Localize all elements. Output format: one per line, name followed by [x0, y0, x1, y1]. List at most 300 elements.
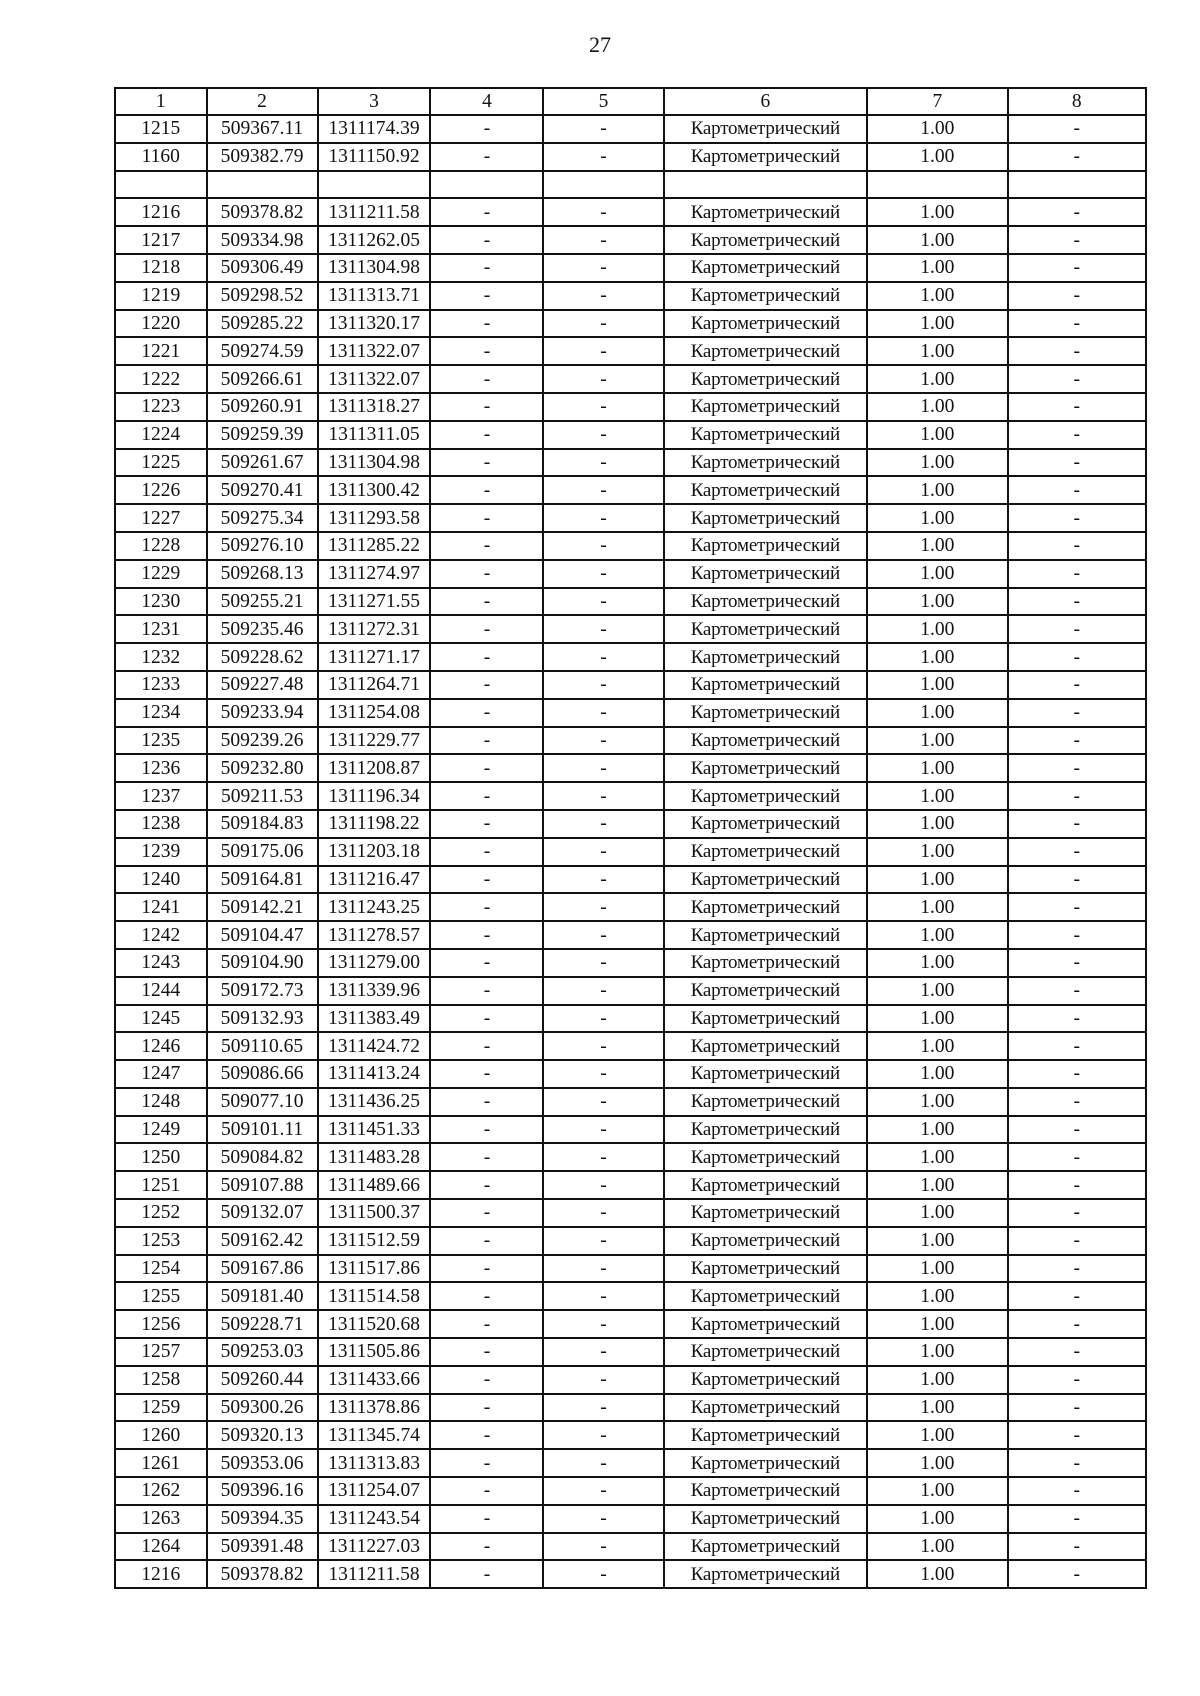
- point-number-cell: 1251: [115, 1171, 207, 1199]
- x-coordinate-cell: 509184.83: [207, 810, 318, 838]
- x-coordinate-cell: 509239.26: [207, 727, 318, 755]
- y-coordinate-cell: 1311345.74: [318, 1421, 431, 1449]
- col5-cell: [543, 171, 663, 199]
- col4-cell: -: [430, 1477, 543, 1505]
- col8-cell: -: [1008, 1227, 1146, 1255]
- col4-cell: -: [430, 198, 543, 226]
- col8-cell: -: [1008, 1199, 1146, 1227]
- x-coordinate-cell: 509353.06: [207, 1449, 318, 1477]
- col4-cell: -: [430, 476, 543, 504]
- x-coordinate-cell: 509255.21: [207, 588, 318, 616]
- col4-cell: -: [430, 1421, 543, 1449]
- col4-cell: -: [430, 1394, 543, 1422]
- table-row: [115, 1560, 1146, 1588]
- column-header: 8: [1008, 88, 1146, 115]
- method-cell: Картометрический: [664, 949, 868, 977]
- col8-cell: -: [1008, 310, 1146, 338]
- col4-cell: [430, 171, 543, 199]
- accuracy-cell: 1.00: [867, 1282, 1007, 1310]
- table-row: [115, 754, 1146, 782]
- method-cell: Картометрический: [664, 1477, 868, 1505]
- col5-cell: -: [543, 1310, 663, 1338]
- col5-cell: -: [543, 671, 663, 699]
- method-cell: Картометрический: [664, 1032, 868, 1060]
- table-row: [115, 727, 1146, 755]
- point-number-cell: 1254: [115, 1255, 207, 1283]
- point-number-cell: 1227: [115, 504, 207, 532]
- method-cell: Картометрический: [664, 782, 868, 810]
- col5-cell: -: [543, 560, 663, 588]
- col4-cell: -: [430, 699, 543, 727]
- method-cell: Картометрический: [664, 449, 868, 477]
- col4-cell: -: [430, 588, 543, 616]
- col5-cell: -: [543, 254, 663, 282]
- table-row: [115, 1366, 1146, 1394]
- accuracy-cell: 1.00: [867, 115, 1007, 143]
- x-coordinate-cell: 509086.66: [207, 1060, 318, 1088]
- col8-cell: -: [1008, 532, 1146, 560]
- x-coordinate-cell: 509320.13: [207, 1421, 318, 1449]
- col8-cell: -: [1008, 866, 1146, 894]
- col8-cell: -: [1008, 198, 1146, 226]
- accuracy-cell: 1.00: [867, 1394, 1007, 1422]
- y-coordinate-cell: 1311198.22: [318, 810, 431, 838]
- y-coordinate-cell: 1311216.47: [318, 866, 431, 894]
- x-coordinate-cell: 509132.93: [207, 1005, 318, 1033]
- x-coordinate-cell: 509378.82: [207, 198, 318, 226]
- y-coordinate-cell: 1311320.17: [318, 310, 431, 338]
- method-cell: Картометрический: [664, 1366, 868, 1394]
- y-coordinate-cell: 1311339.96: [318, 977, 431, 1005]
- y-coordinate-cell: 1311293.58: [318, 504, 431, 532]
- table-row: [115, 365, 1146, 393]
- y-coordinate-cell: 1311254.08: [318, 699, 431, 727]
- col8-cell: -: [1008, 1533, 1146, 1561]
- y-coordinate-cell: 1311514.58: [318, 1282, 431, 1310]
- point-number-cell: 1225: [115, 449, 207, 477]
- col8-cell: -: [1008, 615, 1146, 643]
- y-coordinate-cell: 1311285.22: [318, 532, 431, 560]
- col8-cell: -: [1008, 1477, 1146, 1505]
- method-cell: Картометрический: [664, 754, 868, 782]
- table-row: [115, 1505, 1146, 1533]
- x-coordinate-cell: 509259.39: [207, 421, 318, 449]
- method-cell: Картометрический: [664, 421, 868, 449]
- col5-cell: -: [543, 1505, 663, 1533]
- x-coordinate-cell: 509211.53: [207, 782, 318, 810]
- y-coordinate-cell: 1311520.68: [318, 1310, 431, 1338]
- table-row: [115, 1255, 1146, 1283]
- point-number-cell: 1250: [115, 1143, 207, 1171]
- method-cell: Картометрический: [664, 588, 868, 616]
- column-header: 1: [115, 88, 207, 115]
- table-row: [115, 1060, 1146, 1088]
- method-cell: [664, 171, 868, 199]
- x-coordinate-cell: 509268.13: [207, 560, 318, 588]
- accuracy-cell: 1.00: [867, 671, 1007, 699]
- point-number-cell: 1262: [115, 1477, 207, 1505]
- accuracy-cell: 1.00: [867, 1005, 1007, 1033]
- point-number-cell: 1219: [115, 282, 207, 310]
- method-cell: Картометрический: [664, 699, 868, 727]
- col8-cell: -: [1008, 1421, 1146, 1449]
- method-cell: Картометрический: [664, 866, 868, 894]
- col5-cell: -: [543, 421, 663, 449]
- table-row: [115, 699, 1146, 727]
- col8-cell: -: [1008, 421, 1146, 449]
- accuracy-cell: 1.00: [867, 893, 1007, 921]
- col8-cell: -: [1008, 449, 1146, 477]
- y-coordinate-cell: 1311262.05: [318, 226, 431, 254]
- x-coordinate-cell: 509110.65: [207, 1032, 318, 1060]
- point-number-cell: 1215: [115, 115, 207, 143]
- method-cell: Картометрический: [664, 198, 868, 226]
- point-number-cell: 1257: [115, 1338, 207, 1366]
- x-coordinate-cell: 509181.40: [207, 1282, 318, 1310]
- col5-cell: -: [543, 782, 663, 810]
- table-row: [115, 1310, 1146, 1338]
- x-coordinate-cell: 509142.21: [207, 893, 318, 921]
- col5-cell: -: [543, 588, 663, 616]
- col5-cell: -: [543, 143, 663, 171]
- accuracy-cell: 1.00: [867, 1143, 1007, 1171]
- x-coordinate-cell: 509084.82: [207, 1143, 318, 1171]
- col4-cell: -: [430, 310, 543, 338]
- table-row: [115, 198, 1146, 226]
- col8-cell: -: [1008, 337, 1146, 365]
- col8-cell: -: [1008, 838, 1146, 866]
- col4-cell: -: [430, 226, 543, 254]
- accuracy-cell: 1.00: [867, 1116, 1007, 1144]
- table-row: [115, 476, 1146, 504]
- col5-cell: -: [543, 1227, 663, 1255]
- point-number-cell: 1235: [115, 727, 207, 755]
- col8-cell: -: [1008, 1338, 1146, 1366]
- y-coordinate-cell: 1311451.33: [318, 1116, 431, 1144]
- accuracy-cell: 1.00: [867, 198, 1007, 226]
- accuracy-cell: 1.00: [867, 393, 1007, 421]
- y-coordinate-cell: 1311322.07: [318, 365, 431, 393]
- accuracy-cell: 1.00: [867, 1338, 1007, 1366]
- table-row: [115, 1477, 1146, 1505]
- x-coordinate-cell: 509266.61: [207, 365, 318, 393]
- y-coordinate-cell: [318, 171, 431, 199]
- col8-cell: -: [1008, 1310, 1146, 1338]
- point-number-cell: 1236: [115, 754, 207, 782]
- table-row: [115, 504, 1146, 532]
- col5-cell: -: [543, 476, 663, 504]
- table-row: [115, 1282, 1146, 1310]
- col4-cell: -: [430, 754, 543, 782]
- column-header: 5: [543, 88, 663, 115]
- x-coordinate-cell: 509382.79: [207, 143, 318, 171]
- x-coordinate-cell: 509235.46: [207, 615, 318, 643]
- col4-cell: -: [430, 1505, 543, 1533]
- point-number-cell: 1263: [115, 1505, 207, 1533]
- x-coordinate-cell: 509261.67: [207, 449, 318, 477]
- x-coordinate-cell: 509167.86: [207, 1255, 318, 1283]
- col4-cell: -: [430, 838, 543, 866]
- x-coordinate-cell: 509162.42: [207, 1227, 318, 1255]
- col8-cell: -: [1008, 643, 1146, 671]
- col8-cell: -: [1008, 1255, 1146, 1283]
- point-number-cell: 1255: [115, 1282, 207, 1310]
- accuracy-cell: 1.00: [867, 643, 1007, 671]
- col8-cell: -: [1008, 504, 1146, 532]
- table-row: [115, 671, 1146, 699]
- col8-cell: -: [1008, 1088, 1146, 1116]
- point-number-cell: 1229: [115, 560, 207, 588]
- col5-cell: -: [543, 838, 663, 866]
- col5-cell: -: [543, 1032, 663, 1060]
- col5-cell: -: [543, 1394, 663, 1422]
- method-cell: Картометрический: [664, 1310, 868, 1338]
- y-coordinate-cell: 1311174.39: [318, 115, 431, 143]
- col5-cell: -: [543, 1366, 663, 1394]
- col8-cell: -: [1008, 1449, 1146, 1477]
- col8-cell: -: [1008, 1505, 1146, 1533]
- y-coordinate-cell: 1311272.31: [318, 615, 431, 643]
- x-coordinate-cell: 509260.44: [207, 1366, 318, 1394]
- method-cell: Картометрический: [664, 504, 868, 532]
- x-coordinate-cell: [207, 171, 318, 199]
- accuracy-cell: 1.00: [867, 504, 1007, 532]
- x-coordinate-cell: 509172.73: [207, 977, 318, 1005]
- x-coordinate-cell: 509270.41: [207, 476, 318, 504]
- table-row: [115, 532, 1146, 560]
- col8-cell: [1008, 171, 1146, 199]
- point-number-cell: 1238: [115, 810, 207, 838]
- col4-cell: -: [430, 365, 543, 393]
- col4-cell: -: [430, 1171, 543, 1199]
- point-number-cell: 1222: [115, 365, 207, 393]
- accuracy-cell: 1.00: [867, 365, 1007, 393]
- method-cell: Картометрический: [664, 226, 868, 254]
- y-coordinate-cell: 1311279.00: [318, 949, 431, 977]
- accuracy-cell: 1.00: [867, 1088, 1007, 1116]
- col5-cell: -: [543, 1477, 663, 1505]
- x-coordinate-cell: 509228.62: [207, 643, 318, 671]
- col8-cell: -: [1008, 143, 1146, 171]
- col5-cell: -: [543, 1060, 663, 1088]
- x-coordinate-cell: 509253.03: [207, 1338, 318, 1366]
- col5-cell: -: [543, 1255, 663, 1283]
- point-number-cell: 1220: [115, 310, 207, 338]
- method-cell: Картометрический: [664, 337, 868, 365]
- accuracy-cell: 1.00: [867, 1560, 1007, 1588]
- method-cell: Картометрический: [664, 643, 868, 671]
- y-coordinate-cell: 1311203.18: [318, 838, 431, 866]
- y-coordinate-cell: 1311196.34: [318, 782, 431, 810]
- accuracy-cell: 1.00: [867, 1310, 1007, 1338]
- accuracy-cell: 1.00: [867, 310, 1007, 338]
- col4-cell: -: [430, 282, 543, 310]
- table-row: [115, 1171, 1146, 1199]
- point-number-cell: 1234: [115, 699, 207, 727]
- col8-cell: -: [1008, 671, 1146, 699]
- col4-cell: -: [430, 560, 543, 588]
- col5-cell: -: [543, 310, 663, 338]
- method-cell: Картометрический: [664, 1143, 868, 1171]
- table-row: [115, 1338, 1146, 1366]
- col8-cell: -: [1008, 949, 1146, 977]
- col8-cell: -: [1008, 1394, 1146, 1422]
- point-number-cell: 1233: [115, 671, 207, 699]
- y-coordinate-cell: 1311243.54: [318, 1505, 431, 1533]
- accuracy-cell: 1.00: [867, 532, 1007, 560]
- table-row: [115, 977, 1146, 1005]
- y-coordinate-cell: 1311313.71: [318, 282, 431, 310]
- accuracy-cell: 1.00: [867, 977, 1007, 1005]
- method-cell: Картометрический: [664, 1560, 868, 1588]
- col4-cell: -: [430, 143, 543, 171]
- table-row: [115, 643, 1146, 671]
- table-row: [115, 893, 1146, 921]
- column-header: 6: [664, 88, 868, 115]
- method-cell: Картометрический: [664, 1088, 868, 1116]
- col4-cell: -: [430, 782, 543, 810]
- method-cell: Картометрический: [664, 1227, 868, 1255]
- x-coordinate-cell: 509228.71: [207, 1310, 318, 1338]
- table-row: [115, 838, 1146, 866]
- col8-cell: -: [1008, 921, 1146, 949]
- point-number-cell: 1231: [115, 615, 207, 643]
- y-coordinate-cell: 1311274.97: [318, 560, 431, 588]
- table-row: [115, 1143, 1146, 1171]
- column-header: 4: [430, 88, 543, 115]
- col4-cell: -: [430, 254, 543, 282]
- table-row: [115, 1005, 1146, 1033]
- col5-cell: -: [543, 532, 663, 560]
- table-row: [115, 810, 1146, 838]
- accuracy-cell: 1.00: [867, 1533, 1007, 1561]
- accuracy-cell: 1.00: [867, 782, 1007, 810]
- col5-cell: -: [543, 727, 663, 755]
- method-cell: Картометрический: [664, 365, 868, 393]
- x-coordinate-cell: 509227.48: [207, 671, 318, 699]
- x-coordinate-cell: 509276.10: [207, 532, 318, 560]
- col8-cell: -: [1008, 977, 1146, 1005]
- accuracy-cell: 1.00: [867, 699, 1007, 727]
- col4-cell: -: [430, 1060, 543, 1088]
- col5-cell: -: [543, 393, 663, 421]
- method-cell: Картометрический: [664, 282, 868, 310]
- x-coordinate-cell: 509232.80: [207, 754, 318, 782]
- accuracy-cell: 1.00: [867, 1449, 1007, 1477]
- y-coordinate-cell: 1311489.66: [318, 1171, 431, 1199]
- col5-cell: -: [543, 1282, 663, 1310]
- col5-cell: -: [543, 977, 663, 1005]
- point-number-cell: 1253: [115, 1227, 207, 1255]
- accuracy-cell: 1.00: [867, 921, 1007, 949]
- col8-cell: -: [1008, 226, 1146, 254]
- col5-cell: -: [543, 643, 663, 671]
- x-coordinate-cell: 509334.98: [207, 226, 318, 254]
- point-number-cell: 1239: [115, 838, 207, 866]
- x-coordinate-cell: 509306.49: [207, 254, 318, 282]
- column-header: 7: [867, 88, 1007, 115]
- point-number-cell: 1221: [115, 337, 207, 365]
- col8-cell: -: [1008, 810, 1146, 838]
- accuracy-cell: 1.00: [867, 421, 1007, 449]
- accuracy-cell: 1.00: [867, 754, 1007, 782]
- point-number-cell: 1216: [115, 198, 207, 226]
- table-row: [115, 560, 1146, 588]
- y-coordinate-cell: 1311483.28: [318, 1143, 431, 1171]
- col5-cell: -: [543, 893, 663, 921]
- y-coordinate-cell: 1311271.55: [318, 588, 431, 616]
- col8-cell: -: [1008, 365, 1146, 393]
- accuracy-cell: 1.00: [867, 1227, 1007, 1255]
- accuracy-cell: 1.00: [867, 282, 1007, 310]
- accuracy-cell: 1.00: [867, 1477, 1007, 1505]
- y-coordinate-cell: 1311211.58: [318, 1560, 431, 1588]
- col5-cell: -: [543, 1143, 663, 1171]
- accuracy-cell: 1.00: [867, 727, 1007, 755]
- col4-cell: -: [430, 615, 543, 643]
- x-coordinate-cell: 509300.26: [207, 1394, 318, 1422]
- x-coordinate-cell: 509285.22: [207, 310, 318, 338]
- table-row: [115, 782, 1146, 810]
- table-row: [115, 615, 1146, 643]
- point-number-cell: 1246: [115, 1032, 207, 1060]
- accuracy-cell: 1.00: [867, 476, 1007, 504]
- accuracy-cell: 1.00: [867, 1366, 1007, 1394]
- point-number-cell: 1243: [115, 949, 207, 977]
- y-coordinate-cell: 1311243.25: [318, 893, 431, 921]
- accuracy-cell: 1.00: [867, 1199, 1007, 1227]
- col5-cell: -: [543, 1533, 663, 1561]
- point-number-cell: 1249: [115, 1116, 207, 1144]
- y-coordinate-cell: 1311413.24: [318, 1060, 431, 1088]
- col4-cell: -: [430, 727, 543, 755]
- x-coordinate-cell: 509104.47: [207, 921, 318, 949]
- x-coordinate-cell: 509164.81: [207, 866, 318, 894]
- method-cell: Картометрический: [664, 1005, 868, 1033]
- point-number-cell: 1240: [115, 866, 207, 894]
- x-coordinate-cell: 509107.88: [207, 1171, 318, 1199]
- column-header: 3: [318, 88, 431, 115]
- col4-cell: -: [430, 337, 543, 365]
- col5-cell: -: [543, 1421, 663, 1449]
- point-number-cell: 1217: [115, 226, 207, 254]
- y-coordinate-cell: 1311271.17: [318, 643, 431, 671]
- y-coordinate-cell: 1311254.07: [318, 1477, 431, 1505]
- col8-cell: -: [1008, 1143, 1146, 1171]
- point-number-cell: 1218: [115, 254, 207, 282]
- y-coordinate-cell: 1311264.71: [318, 671, 431, 699]
- point-number-cell: 1237: [115, 782, 207, 810]
- x-coordinate-cell: 509275.34: [207, 504, 318, 532]
- col5-cell: -: [543, 615, 663, 643]
- method-cell: Картометрический: [664, 1255, 868, 1283]
- col4-cell: -: [430, 1032, 543, 1060]
- y-coordinate-cell: 1311318.27: [318, 393, 431, 421]
- x-coordinate-cell: 509367.11: [207, 115, 318, 143]
- x-coordinate-cell: 509077.10: [207, 1088, 318, 1116]
- y-coordinate-cell: 1311433.66: [318, 1366, 431, 1394]
- y-coordinate-cell: 1311227.03: [318, 1533, 431, 1561]
- method-cell: Картометрический: [664, 921, 868, 949]
- col5-cell: -: [543, 365, 663, 393]
- col8-cell: -: [1008, 893, 1146, 921]
- table-row: [115, 115, 1146, 143]
- point-number-cell: 1242: [115, 921, 207, 949]
- col5-cell: -: [543, 1005, 663, 1033]
- col8-cell: -: [1008, 1171, 1146, 1199]
- method-cell: Картометрический: [664, 254, 868, 282]
- accuracy-cell: 1.00: [867, 1060, 1007, 1088]
